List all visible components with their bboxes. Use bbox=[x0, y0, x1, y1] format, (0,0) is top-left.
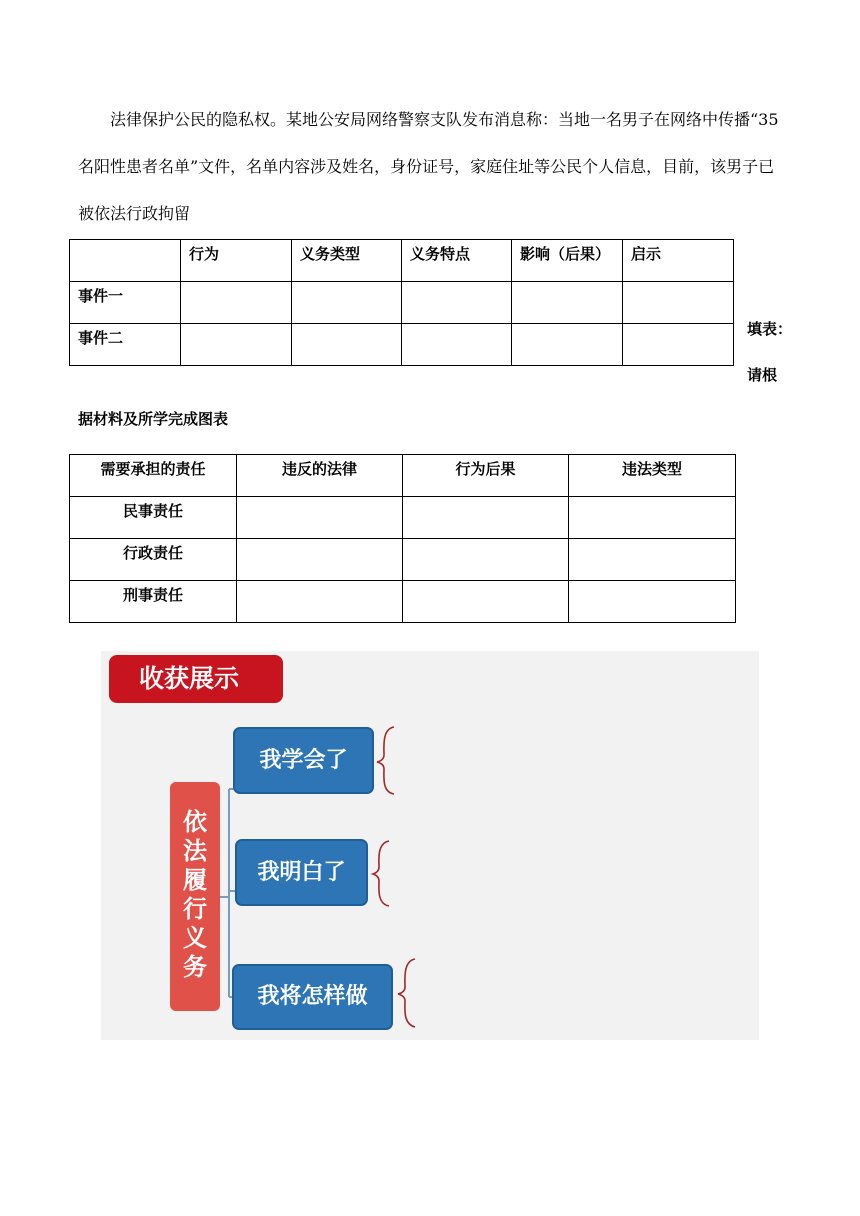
table-header-cell: 需要承担的责任 bbox=[70, 455, 237, 497]
table-cell[interactable] bbox=[569, 539, 736, 581]
instruction-please: 请根 bbox=[747, 366, 778, 384]
table-header-cell: 行为后果 bbox=[403, 455, 569, 497]
table-cell[interactable] bbox=[181, 282, 292, 324]
table-cell[interactable] bbox=[403, 539, 569, 581]
table-row bbox=[70, 282, 734, 324]
title-char: 法 bbox=[183, 837, 207, 865]
table-header-cell: 违法类型 bbox=[569, 455, 736, 497]
table-cell[interactable] bbox=[237, 539, 403, 581]
table-row bbox=[70, 539, 736, 581]
event-table bbox=[69, 239, 734, 366]
table-header-cell: 启示 bbox=[623, 240, 734, 282]
table-cell[interactable] bbox=[512, 324, 623, 366]
table-cell[interactable] bbox=[292, 282, 402, 324]
table-row bbox=[70, 581, 736, 623]
table-row bbox=[70, 324, 734, 366]
table-header-cell: 义务特点 bbox=[402, 240, 512, 282]
table-cell[interactable] bbox=[181, 324, 292, 366]
table-cell[interactable] bbox=[292, 324, 402, 366]
material-paragraph: 法律保护公民的隐私权。某地公安局网络警察支队发布消息称：当地一名男子在网络中传播“35 名阳性患者名单”文件，名单内容涉及姓名，身份证号，家庭住址等公民个人信息，目前，该男子已被依法行政拘留 bbox=[78, 110, 779, 223]
table-row bbox=[70, 497, 736, 539]
table-cell[interactable] bbox=[403, 497, 569, 539]
table-cell[interactable] bbox=[237, 581, 403, 623]
liability-table bbox=[69, 454, 736, 623]
learned-box: 我学会了 bbox=[233, 727, 374, 794]
how-to-act-box: 我将怎样做 bbox=[232, 964, 393, 1030]
table-header-cell: 影响（后果） bbox=[512, 240, 623, 282]
bracket-icon bbox=[373, 841, 389, 906]
vertical-title bbox=[170, 782, 220, 1011]
table-cell[interactable] bbox=[569, 497, 736, 539]
table-cell[interactable] bbox=[623, 282, 734, 324]
table-cell[interactable] bbox=[402, 282, 512, 324]
table-header-row bbox=[70, 455, 736, 497]
row-label: 事件一 bbox=[70, 282, 181, 324]
table-cell[interactable] bbox=[402, 324, 512, 366]
instruction-complete: 据材料及所学完成图表 bbox=[78, 410, 229, 428]
instruction-fill: 填表： bbox=[747, 320, 793, 338]
understood-box: 我明白了 bbox=[235, 839, 368, 906]
table-cell[interactable] bbox=[237, 497, 403, 539]
bracket-icon bbox=[398, 959, 415, 1027]
table-cell[interactable] bbox=[623, 324, 734, 366]
title-char: 义 bbox=[183, 924, 207, 952]
table-header-cell: 行为 bbox=[181, 240, 292, 282]
table-header-cell: 违反的法律 bbox=[237, 455, 403, 497]
table-cell[interactable] bbox=[512, 282, 623, 324]
row-label: 行政责任 bbox=[70, 539, 237, 581]
table-header-cell bbox=[70, 240, 181, 282]
row-label: 刑事责任 bbox=[70, 581, 237, 623]
title-char: 务 bbox=[183, 953, 207, 981]
bracket-icon bbox=[377, 727, 394, 794]
table-header-row bbox=[70, 240, 734, 282]
summary-banner: 收获展示 bbox=[109, 655, 283, 703]
row-label: 事件二 bbox=[70, 324, 181, 366]
table-header-cell: 义务类型 bbox=[292, 240, 402, 282]
title-char: 依 bbox=[183, 808, 207, 836]
table-cell[interactable] bbox=[569, 581, 736, 623]
title-char: 履 bbox=[183, 866, 207, 894]
title-char: 行 bbox=[183, 895, 207, 923]
summary-panel bbox=[101, 651, 759, 1040]
table-cell[interactable] bbox=[403, 581, 569, 623]
row-label: 民事责任 bbox=[70, 497, 237, 539]
